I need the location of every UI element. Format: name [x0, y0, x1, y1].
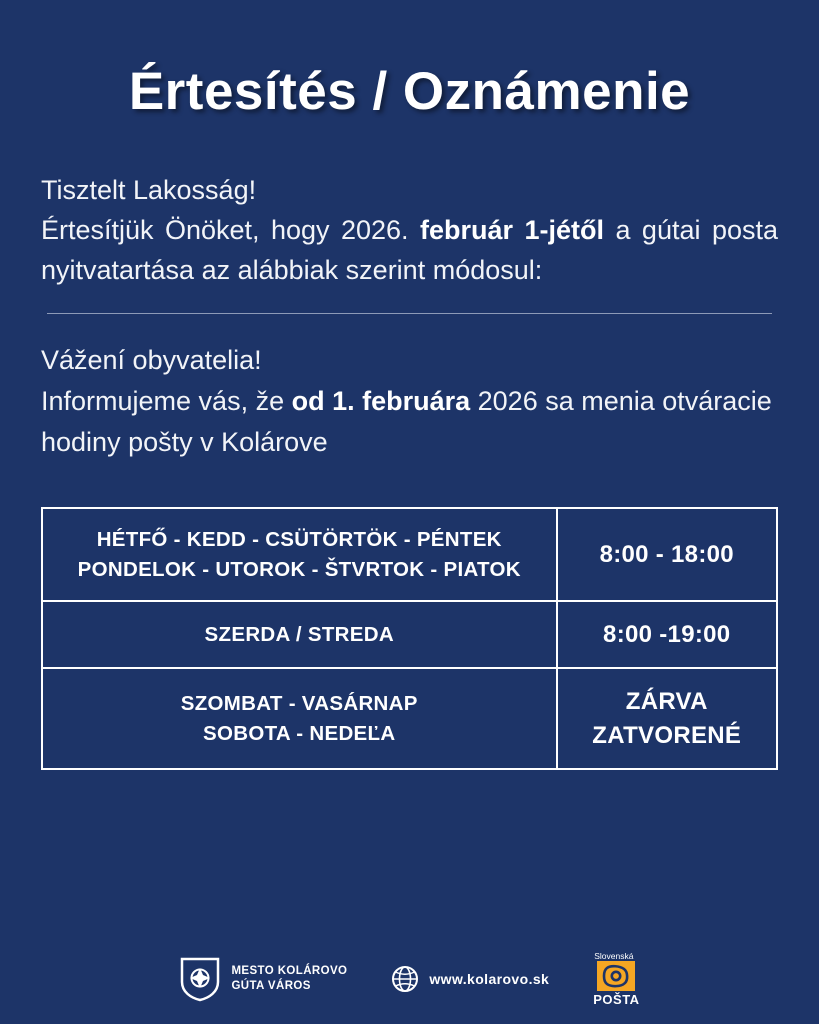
- page-title: Értesítés / Oznámenie: [128, 62, 691, 121]
- post-logo-top-text: Slovenská: [594, 950, 634, 961]
- city-logo: [179, 956, 347, 1002]
- table-cell-time: [557, 508, 778, 601]
- time-value: 8:00 -19:00: [603, 621, 731, 649]
- section-divider: [47, 313, 772, 314]
- city-logo-text: [231, 964, 347, 994]
- footer: [0, 952, 819, 1007]
- table-cell-time: [557, 668, 778, 768]
- days-hu: SZOMBAT - VASÁRNAP: [180, 691, 418, 715]
- hungarian-body: [41, 211, 778, 291]
- slovak-body-post: 2026 sa menia otváracie hodiny pošty v Kolárove: [41, 385, 772, 457]
- days-sk: PONDELOK - UTOROK - ŠTVRTOK - PIATOK: [77, 557, 521, 581]
- days-hu: HÉTFŐ - KEDD - CSÜTÖRTÖK - PÉNTEK: [96, 527, 502, 551]
- slovak-body-date: od 1. februára: [291, 385, 471, 416]
- post-horn-icon: [597, 961, 635, 991]
- table-row: [42, 668, 777, 768]
- post-horn-glyph: [601, 964, 631, 988]
- hungarian-body-date: február 1-jétől: [420, 214, 605, 245]
- hungarian-body-pre: Értesítjük Önöket, hogy 2026.: [41, 214, 421, 245]
- opening-hours-table: [41, 507, 778, 770]
- globe-icon: [391, 965, 419, 993]
- city-logo-line1: MESTO KOLÁROVO: [231, 964, 348, 977]
- slovak-notice: [41, 340, 778, 463]
- website-url[interactable]: www.kolarovo.sk: [429, 970, 550, 987]
- table-cell-days: [42, 508, 557, 601]
- hungarian-body-post: a gútai posta nyitvatartása az alábbiak szerint módosul:: [41, 214, 778, 285]
- hungarian-greeting: Tisztelt Lakosság!: [41, 174, 257, 205]
- time-value: 8:00 - 18:00: [599, 541, 734, 569]
- slovak-body-pre: Informujeme vás, že: [41, 385, 292, 416]
- days-hu: SZERDA / STREDA: [204, 623, 394, 647]
- coat-of-arms-icon: [179, 956, 221, 1002]
- days-sk: SOBOTA - NEDEĽA: [203, 721, 396, 745]
- table-cell-days: [42, 668, 557, 768]
- table-row: [42, 601, 777, 668]
- time-value-hu: ZÁRVA: [625, 688, 708, 716]
- hungarian-notice: [41, 171, 778, 291]
- time-value-sk: ZATVORENÉ: [592, 721, 742, 749]
- city-logo-line2: GÚTA VÁROS: [231, 979, 311, 992]
- post-logo-name: POŠTA: [593, 992, 640, 1007]
- slovak-post-logo: [593, 952, 639, 1007]
- website-block[interactable]: [391, 965, 549, 993]
- table-cell-days: [42, 601, 557, 668]
- table-row: [42, 508, 777, 601]
- slovak-greeting: Vážení obyvatelia!: [41, 344, 262, 375]
- slovak-body: [41, 381, 778, 463]
- table-cell-time: [557, 601, 778, 668]
